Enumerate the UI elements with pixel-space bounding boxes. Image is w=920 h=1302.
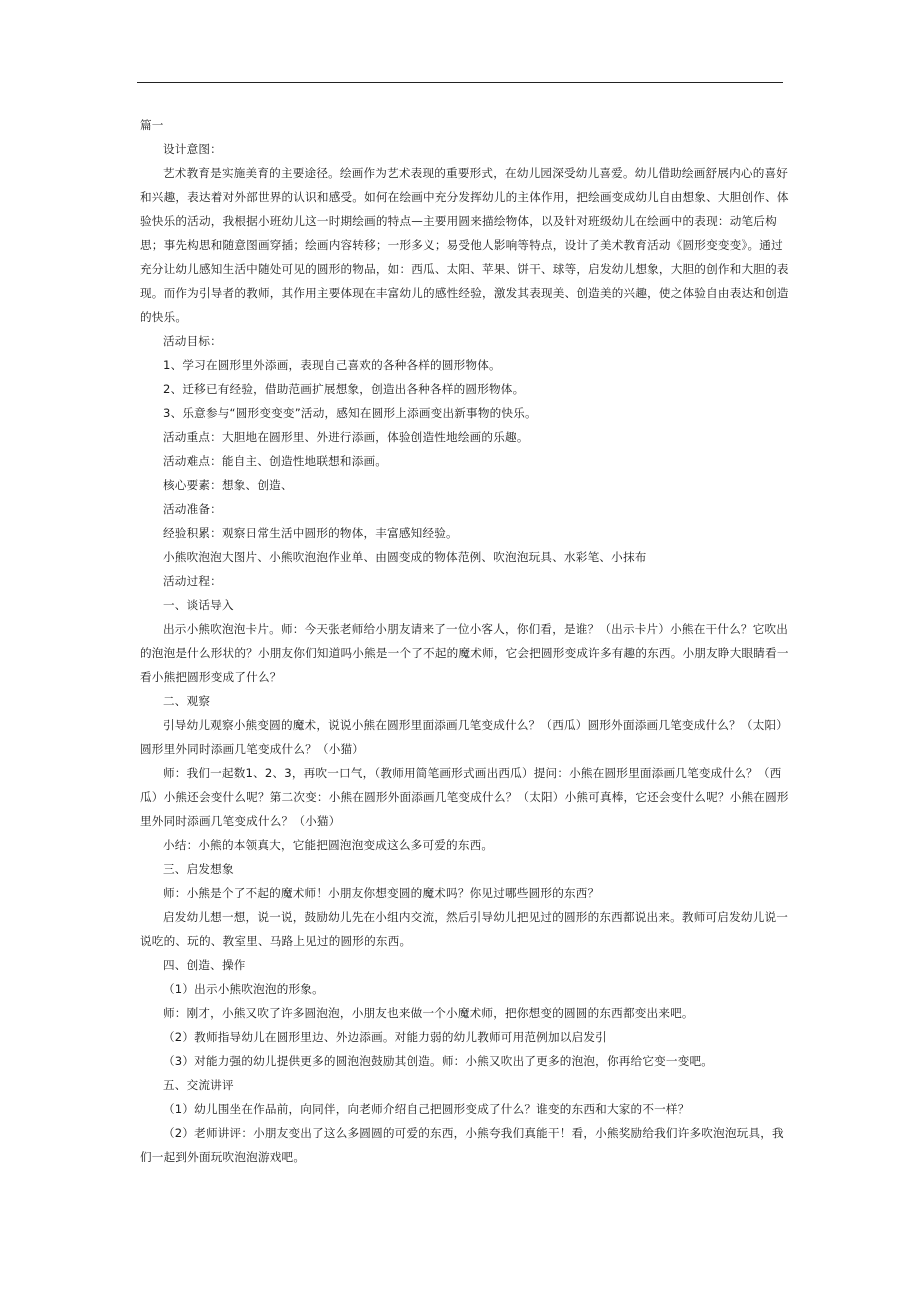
experience-prep: 经验积累：观察日常生活中圆形的物体，丰富感知经验。 xyxy=(163,526,458,540)
heading-goals: 活动目标： xyxy=(163,334,222,348)
step-4-item-3: （3）对能力强的幼儿提供更多的圆泡泡鼓励其创造。师：小熊又吹出了更多的泡泡，你再给它变一变吧。 xyxy=(163,1054,714,1068)
heading-process: 活动过程： xyxy=(163,574,222,588)
materials-prep: 小熊吹泡泡大图片、小熊吹泡泡作业单、由圆变成的物体范例、吹泡泡玩具、水彩笔、小抹布 xyxy=(163,550,647,564)
step-1-text: 出示小熊吹泡泡卡片。师：今天张老师给小朋友请来了一位小客人，你们看，是谁？（出示卡片）小熊在干什么？它吹出的泡泡是什么形状的？小朋友你们知道吗小熊是一个了不起的魔术师，它会把圆形变成许多有趣的东西。小朋友睁大眼睛看一看小熊把圆形变成了什么？ xyxy=(140,622,789,684)
goal-item-2: 2、迁移已有经验，借助范画扩展想象，创造出各种各样的圆形物体。 xyxy=(163,382,525,396)
step-4-heading: 四、创造、操作 xyxy=(163,958,246,972)
key-point: 活动重点：大胆地在圆形里、外进行添画，体验创造性地绘画的乐趣。 xyxy=(163,430,529,444)
step-3-text-b: 启发幼儿想一想，说一说，鼓励幼儿先在小组内交流，然后引导幼儿把见过的圆形的东西都说出来。教师可启发幼儿说一说吃的、玩的、教室里、马路上见过的圆形的东西。 xyxy=(140,910,789,948)
step-1-heading: 一、谈话导入 xyxy=(163,598,234,612)
core-elements: 核心要素：想象、创造、 xyxy=(163,478,293,492)
step-2-heading: 二、观察 xyxy=(163,694,211,708)
step-2-summary: 小结：小熊的本领真大，它能把圆泡泡变成这么多可爱的东西。 xyxy=(163,838,494,852)
section-title: 篇一 xyxy=(140,118,164,132)
step-3-text-a: 师：小熊是个了不起的魔术师！小朋友你想变圆的魔术吗？你见过哪些圆形的东西？ xyxy=(163,886,600,900)
paragraph-design-intent: 艺术教育是实施美育的主要途径。绘画作为艺术表现的重要形式，在幼儿园深受幼儿喜爱。幼儿借助绘画舒展内心的喜好和兴趣，表达着对外部世界的认识和感受。如何在绘画中充分发挥幼儿的主体作用，把绘画变成幼儿自由想象、大胆创作、体验快乐的活动，我根据小班幼儿这一时期绘画的特点—主要用圆来描绘物体，以及针对班级幼儿在绘画中的表现：动笔后构思；事先构思和随意图画穿插；绘画内容转移；一形多义；易受他人影响等特点，设计了美术教育活动《圆形变变变》。通过充分让幼儿感知生活中随处可见的圆形的物品，如：西瓜、太阳、苹果、饼干、球等，启发幼儿想象，大胆的创作和大胆的表现。而作为引导者的教师，其作用主要体现在丰富幼儿的感性经验，激发其表现美、创造美的兴趣，使之体验自由表达和创造的快乐。 xyxy=(140,166,789,324)
step-4-item-2: （2）教师指导幼儿在圆形里边、外边添画。对能力弱的幼儿教师可用范例加以启发引 xyxy=(163,1030,607,1044)
difficult-point: 活动难点：能自主、创造性地联想和添画。 xyxy=(163,454,388,468)
step-5-item-1: （1）幼儿围坐在作品前，向同伴，向老师介绍自己把圆形变成了什么？谁变的东西和大家的不一样？ xyxy=(163,1102,690,1116)
goal-item-1: 1、学习在圆形里外添画，表现自己喜欢的各种各样的圆形物体。 xyxy=(163,358,501,372)
step-4-item-1: （1）出示小熊吹泡泡的形象。 xyxy=(163,982,324,996)
document-body xyxy=(140,113,794,1169)
step-2-text-a: 引导幼儿观察小熊变圆的魔术，说说小熊在圆形里面添画几笔变成什么？（西瓜）圆形外面添画几笔变成什么？（太阳）圆形里外同时添画几笔变成什么？（小猫） xyxy=(140,718,789,756)
step-5-item-2: （2）老师讲评：小朋友变出了这么多圆圆的可爱的东西，小熊夸我们真能干！看，小熊奖励给我们许多吹泡泡玩具，我们一起到外面玩吹泡泡游戏吧。 xyxy=(140,1126,784,1164)
step-2-text-b: 师：我们一起数1、2、3，再吹一口气，（教师用简笔画形式画出西瓜）提问：小熊在圆形里面添画几笔变成什么？（西瓜）小熊还会变什么呢？第二次变：小熊在圆形外面添画几笔变成什么？（太阳）小熊可真棒，它还会变什么呢？小熊在圆形里外同时添画几笔变成什么？（小猫） xyxy=(140,766,789,828)
heading-preparation: 活动准备： xyxy=(163,502,222,516)
heading-design-intent: 设计意图： xyxy=(163,142,222,156)
goal-item-3: 3、乐意参与“圆形变变变”活动，感知在圆形上添画变出新事物的快乐。 xyxy=(163,406,537,420)
step-5-heading: 五、交流讲评 xyxy=(163,1078,234,1092)
header-rule xyxy=(137,82,783,83)
step-4-text: 师：刚才，小熊又吹了许多圆泡泡，小朋友也来做一个小魔术师，把你想变的圆圆的东西都变出来吧。 xyxy=(163,1006,694,1020)
step-3-heading: 三、启发想象 xyxy=(163,862,234,876)
